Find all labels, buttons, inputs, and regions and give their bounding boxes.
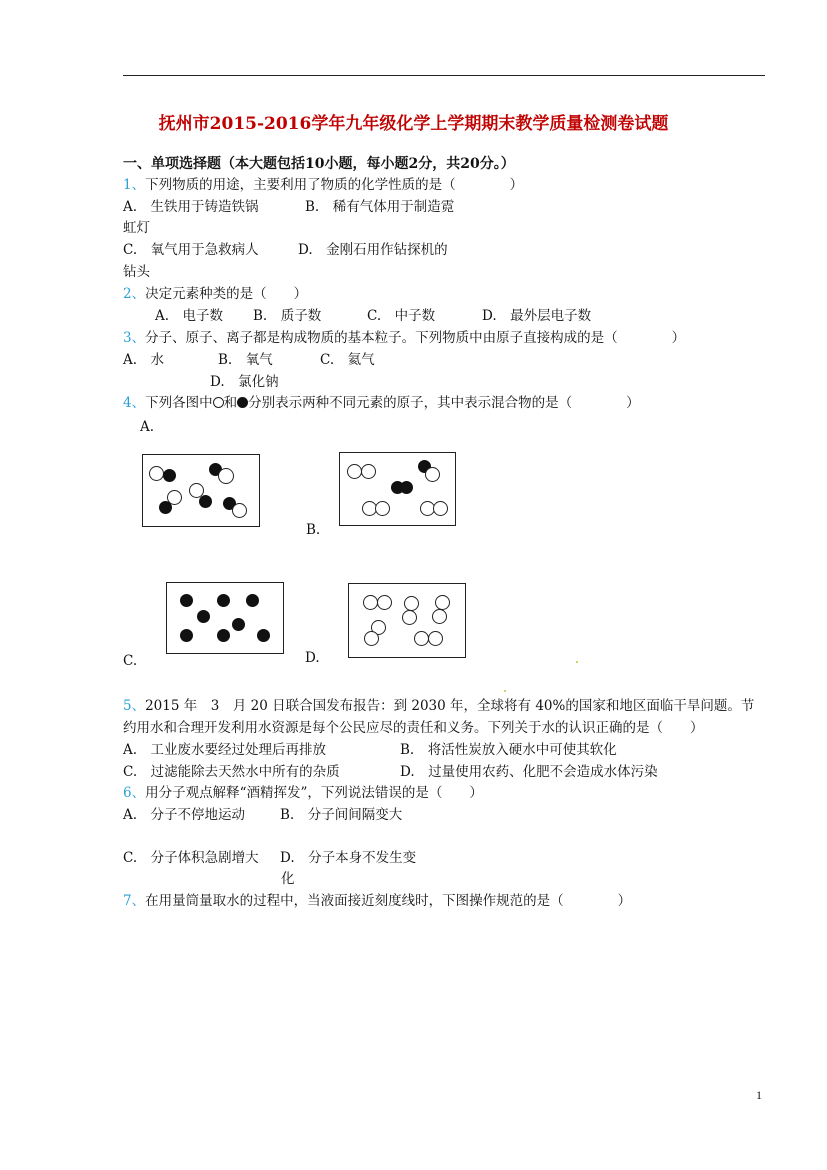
question-number: 4、 <box>123 395 146 411</box>
scan-speck <box>576 661 578 663</box>
question-6 <box>123 787 483 801</box>
q1-option-d-continued: 钻头 <box>123 264 150 280</box>
black-atom <box>180 629 193 642</box>
q3-option-d: D. 氯化钠 <box>210 374 279 390</box>
black-atom <box>197 610 210 623</box>
white-atom <box>347 464 362 479</box>
white-atom <box>377 595 392 610</box>
q3-option-b: B. 氧气 <box>218 352 273 368</box>
q6-option-b: B. 分子间间隔变大 <box>280 807 403 823</box>
question-1 <box>123 179 523 193</box>
black-atom <box>217 594 230 607</box>
q1-option-b-continued: 虹灯 <box>123 220 150 236</box>
question-5 <box>123 700 754 714</box>
q3-option-a: A. 水 <box>123 352 165 368</box>
question-number: 6、 <box>123 785 146 801</box>
white-atom <box>375 501 390 516</box>
white-atom <box>425 467 440 482</box>
q6-option-d-continued: 化 <box>281 871 295 887</box>
q6-option-d: D. 分子本身不发生变 <box>280 850 417 866</box>
q6-option-a: A. 分子不停地运动 <box>123 807 246 823</box>
q4-label-a: A. <box>140 419 155 435</box>
white-atom <box>404 596 419 611</box>
q1-option-c: C. 氧气用于急救病人 <box>123 242 259 258</box>
diagram-c <box>166 582 284 654</box>
black-atom <box>199 495 212 508</box>
black-atom-icon <box>237 397 248 408</box>
question-5-line2: 约用水和合理开发利用水资源是每个公民应尽的责任和义务。下列关于水的认识正确的是（ ） <box>123 720 704 736</box>
white-atom <box>428 631 443 646</box>
q4-label-d: D. <box>305 650 320 666</box>
question-stem: 在用量筒量取水的过程中，当液面接近刻度线时，下图操作规范的是（ ） <box>145 893 632 909</box>
question-stem: 分子、原子、离子都是构成物质的基本粒子。下列物质中由原子直接构成的是（ ） <box>145 330 686 346</box>
question-stem-and: 和 <box>223 395 238 411</box>
q4-label-b: B. <box>306 522 321 538</box>
question-number: 3、 <box>123 330 146 346</box>
question-4 <box>123 397 640 411</box>
white-atom <box>435 595 450 610</box>
black-atom <box>400 481 413 494</box>
black-atom <box>159 501 172 514</box>
white-atom <box>433 501 448 516</box>
white-atom <box>402 610 417 625</box>
question-number: 7、 <box>123 893 146 909</box>
question-2 <box>123 288 307 302</box>
section-heading: 一、单项选择题（本大题包括10小题，每小题2分，共20分。） <box>123 156 515 172</box>
white-atom <box>361 464 376 479</box>
q5-option-a: A. 工业废水要经过处理后再排放 <box>123 742 327 758</box>
header-rule <box>123 75 765 76</box>
question-stem: 用分子观点解释“酒精挥发”，下列说法错误的是（ ） <box>145 785 483 801</box>
question-stem-post: 分别表示两种不同元素的原子，其中表示混合物的是（ ） <box>248 395 640 411</box>
q1-option-a: A. 生铁用于铸造铁锅 <box>123 199 259 215</box>
page-number: 1 <box>756 1088 762 1102</box>
question-stem: 下列物质的用途，主要利用了物质的化学性质的是（ ） <box>145 177 524 193</box>
question-7 <box>123 895 631 909</box>
white-atom <box>232 503 247 518</box>
scan-speck <box>504 690 506 692</box>
white-atom <box>218 468 234 484</box>
q1-option-d: D. 金刚石用作钻探机的 <box>298 242 448 258</box>
question-stem: 决定元素种类的是（ ） <box>145 286 308 302</box>
diagram-b <box>339 452 456 526</box>
q2-option-b: B. 质子数 <box>253 308 322 324</box>
black-atom <box>180 594 193 607</box>
diagram-d <box>348 583 466 658</box>
q2-option-d: D. 最外层电子数 <box>482 308 592 324</box>
white-atom <box>363 595 378 610</box>
white-atom <box>414 631 429 646</box>
white-atom-icon <box>213 397 224 408</box>
question-number: 2、 <box>123 286 146 302</box>
black-atom <box>232 618 245 631</box>
white-atom <box>364 631 379 646</box>
white-atom <box>149 466 164 481</box>
question-number: 5、 <box>123 698 146 714</box>
q5-option-d: D. 过量使用农药、化肥不会造成水体污染 <box>400 764 658 780</box>
q6-option-c: C. 分子体积急剧增大 <box>123 850 259 866</box>
question-stem-line1: 2015 年 3 月 20 日联合国发布报告：到 2030 年，全球将有 40%的国家和地区面临干旱问题。节 <box>145 698 755 714</box>
black-atom <box>217 629 230 642</box>
question-number: 1、 <box>123 177 146 193</box>
question-3 <box>123 332 685 346</box>
q5-option-b: B. 将活性炭放入硬水中可使其软化 <box>400 742 617 758</box>
diagram-a <box>142 454 260 527</box>
q1-option-b: B. 稀有气体用于制造霓 <box>305 199 455 215</box>
q2-option-a: A. 电子数 <box>155 308 224 324</box>
white-atom <box>432 609 447 624</box>
black-atom <box>257 629 270 642</box>
black-atom <box>246 594 259 607</box>
q2-option-c: C. 中子数 <box>367 308 436 324</box>
q3-option-c: C. 氦气 <box>320 352 375 368</box>
q5-option-c: C. 过滤能除去天然水中所有的杂质 <box>123 764 340 780</box>
page-title: 抚州市2015-2016学年九年级化学上学期期末教学质量检测卷试题 <box>158 114 669 134</box>
q4-label-c: C. <box>123 653 138 669</box>
question-stem-pre: 下列各图中 <box>145 395 213 411</box>
black-atom <box>163 469 176 482</box>
